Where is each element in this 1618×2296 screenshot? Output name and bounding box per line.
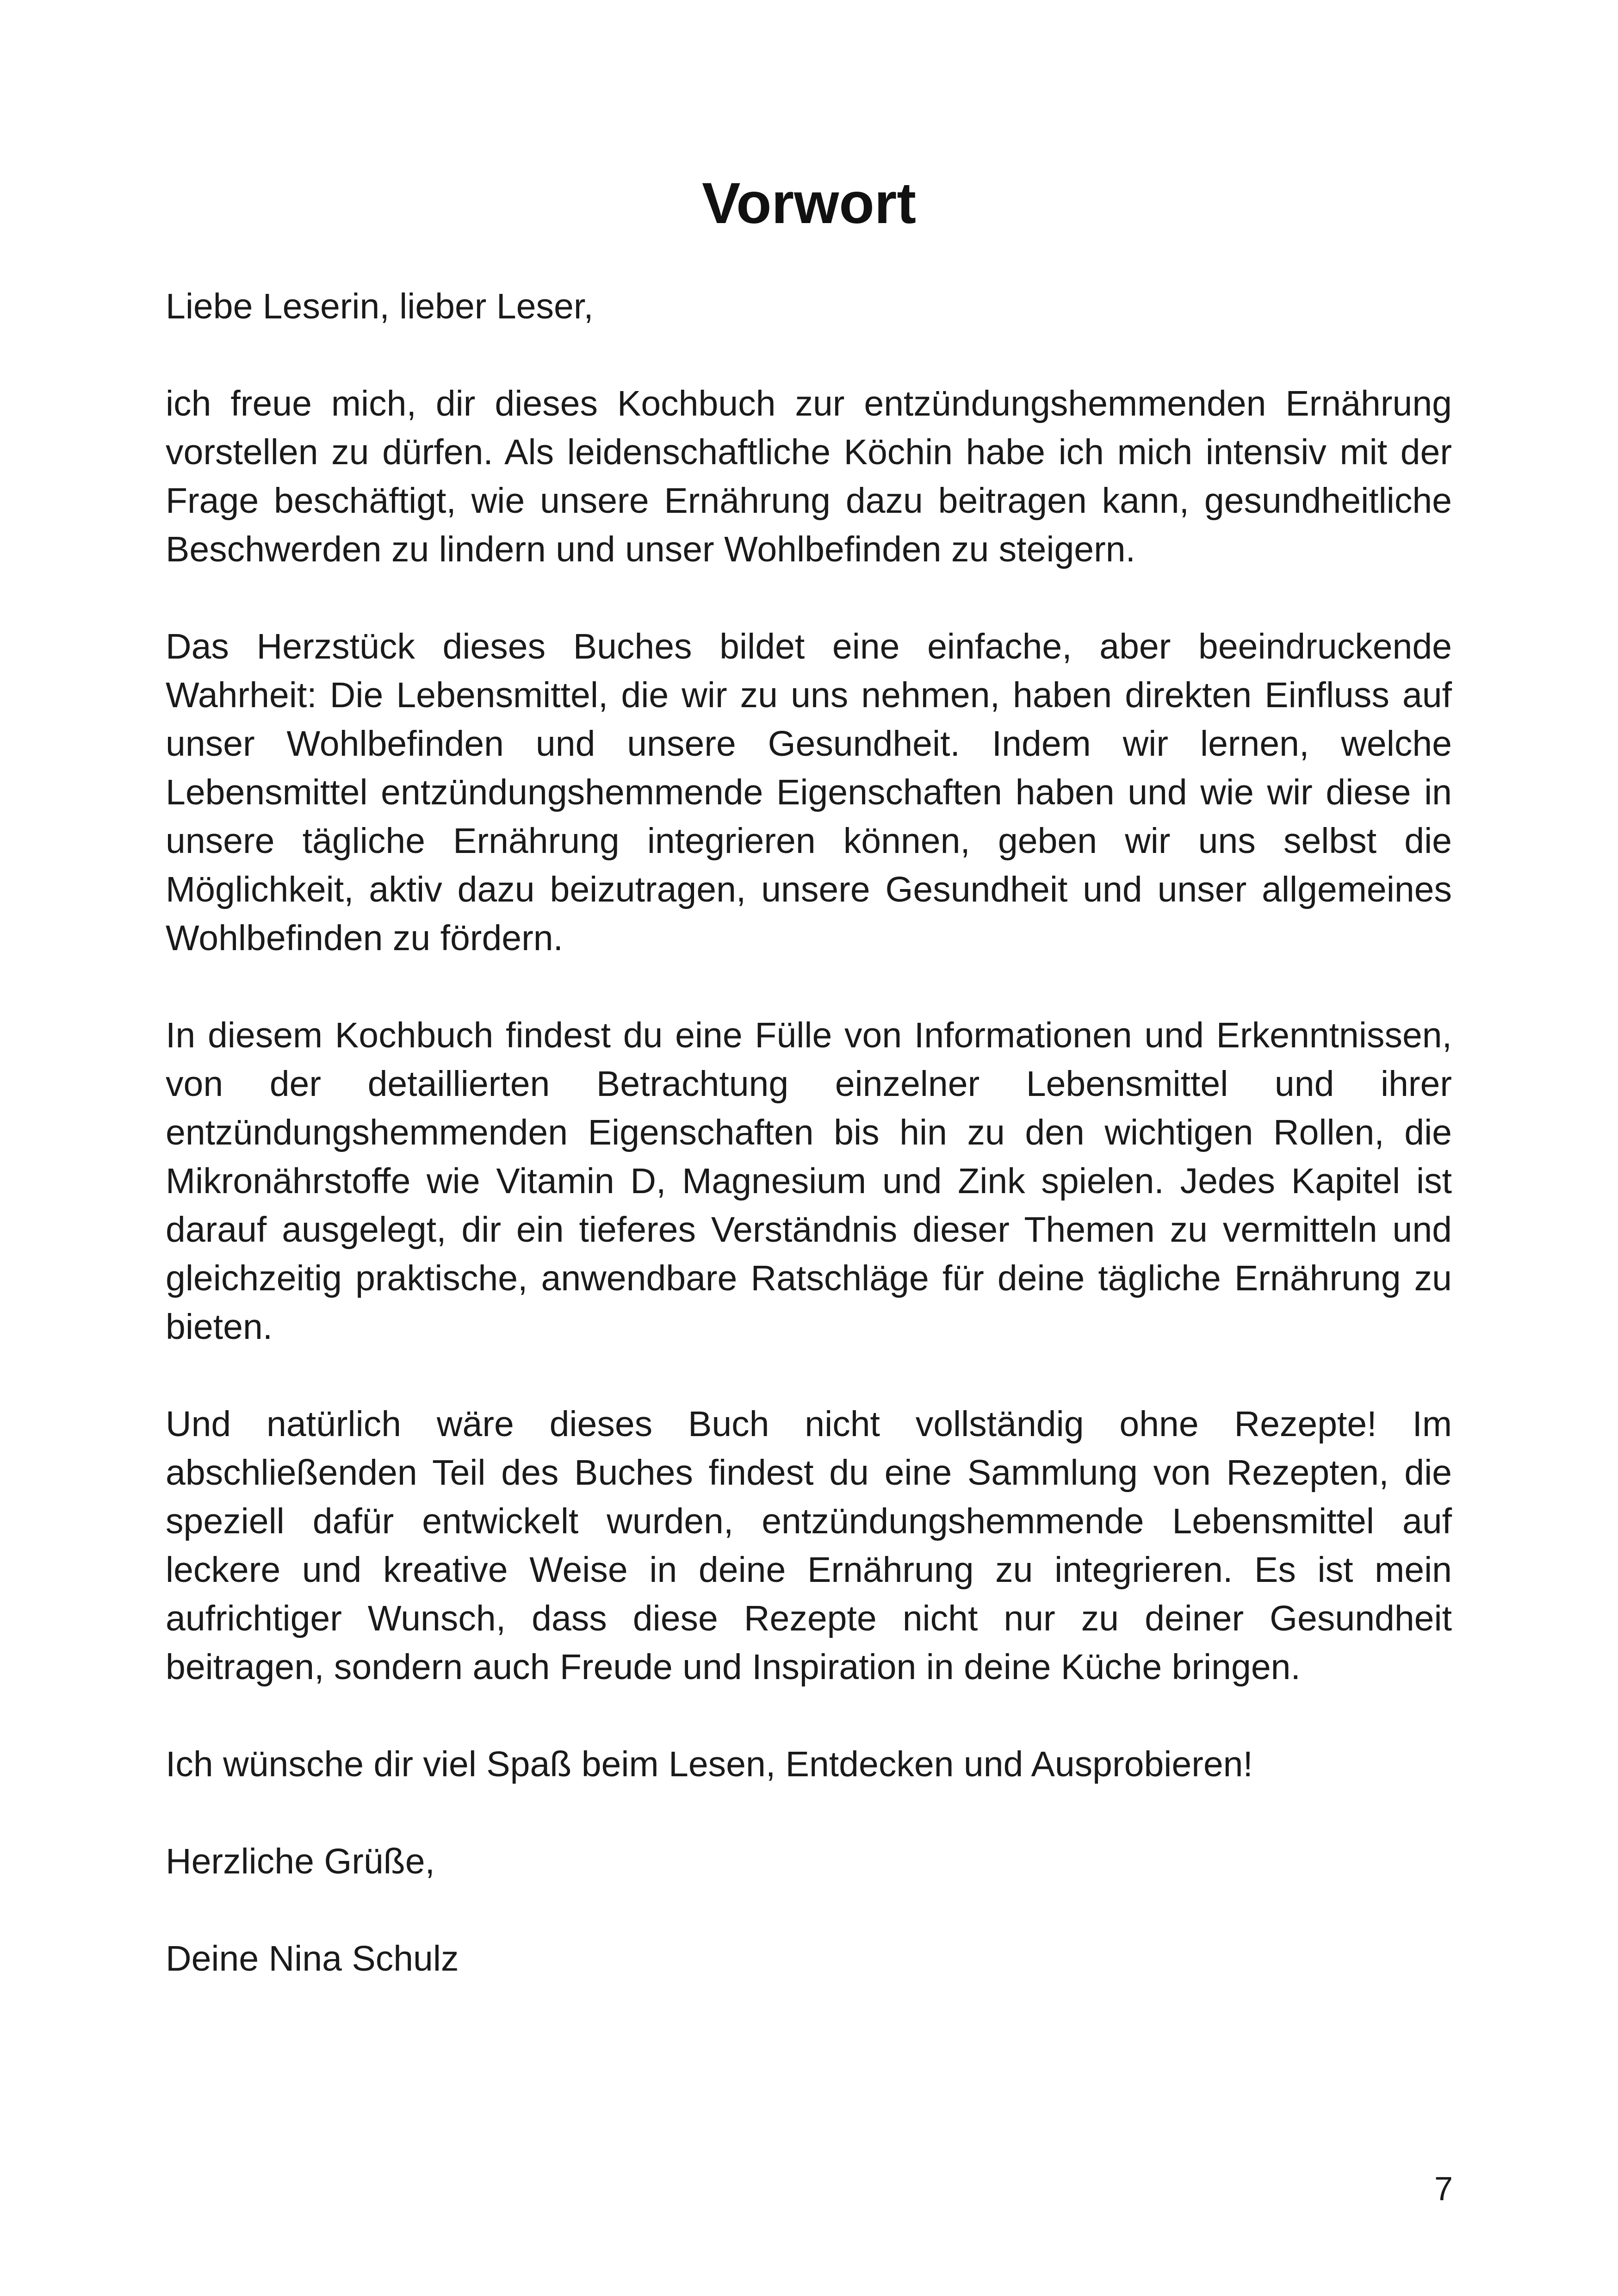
paragraph-intro: ich freue mich, dir dieses Kochbuch zur entzündungshemmenden Ernährung vorstellen zu dürfen. Als leidenschaftliche Köchin habe ich mich intensiv mit der Frage beschäftigt, wie unsere Ernährung dazu beitragen kann, gesundheitliche Beschwerden zu lindern und unser Wohlbefinden zu steigern. (166, 384, 1452, 569)
closing-greeting: Herzliche Grüße, (166, 1842, 435, 1881)
author-signature: Deine Nina Schulz (166, 1939, 459, 1979)
paragraph-book-contents: In diesem Kochbuch findest du eine Fülle von Informationen und Erkenntnissen, von der detaillierten Betrachtung einzelner Lebensmittel und ihrer entzündungshemmenden Eigenschaften bis hin zu den wichtigen Rollen, die Mikronährstoffe wie Vitamin D, Magnesium und Zink spielen. Jedes Kapitel ist darauf ausgelegt, dir ein tieferes Verständnis dieser Themen zu vermitteln und gleichzeitig praktische, anwendbare Ratschläge für deine tägliche Ernährung zu bieten. (166, 1015, 1452, 1347)
page-number: 7 (1434, 2171, 1453, 2208)
paragraph-core-truth: Das Herzstück dieses Buches bildet eine einfache, aber beeindruckende Wahrheit: Die Lebensmittel, die wir zu uns nehmen, haben direkten Einfluss auf unser Wohlbefinden und unsere Gesundheit. Indem wir lernen, welche Lebensmittel entzündungshemmende Eigenschaften haben und wie wir diese in unsere tägliche Ernährung integrieren können, geben wir uns selbst die Möglichkeit, aktiv dazu beizutragen, unsere Gesundheit und unser allgemeines Wohlbefinden zu fördern. (166, 627, 1452, 958)
foreword-body (166, 282, 1452, 2032)
paragraph-recipes: Und natürlich wäre dieses Buch nicht vollständig ohne Rezepte! Im abschließenden Teil des Buches findest du eine Sammlung von Rezepten, die speziell dafür entwickelt wurden, entzündungshemmende Lebensmittel auf leckere und kreative Weise in deine Ernährung zu integrieren. Es ist mein aufrichtiger Wunsch, dass diese Rezepte nicht nur zu deiner Gesundheit beitragen, sondern auch Freude und Inspiration in deine Küche bringen. (166, 1404, 1452, 1687)
salutation: Liebe Leserin, lieber Leser, (166, 286, 594, 326)
paragraph-wishes: Ich wünsche dir viel Spaß beim Lesen, Entdecken und Ausprobieren! (166, 1744, 1253, 1784)
page-title: Vorwort (702, 171, 916, 236)
